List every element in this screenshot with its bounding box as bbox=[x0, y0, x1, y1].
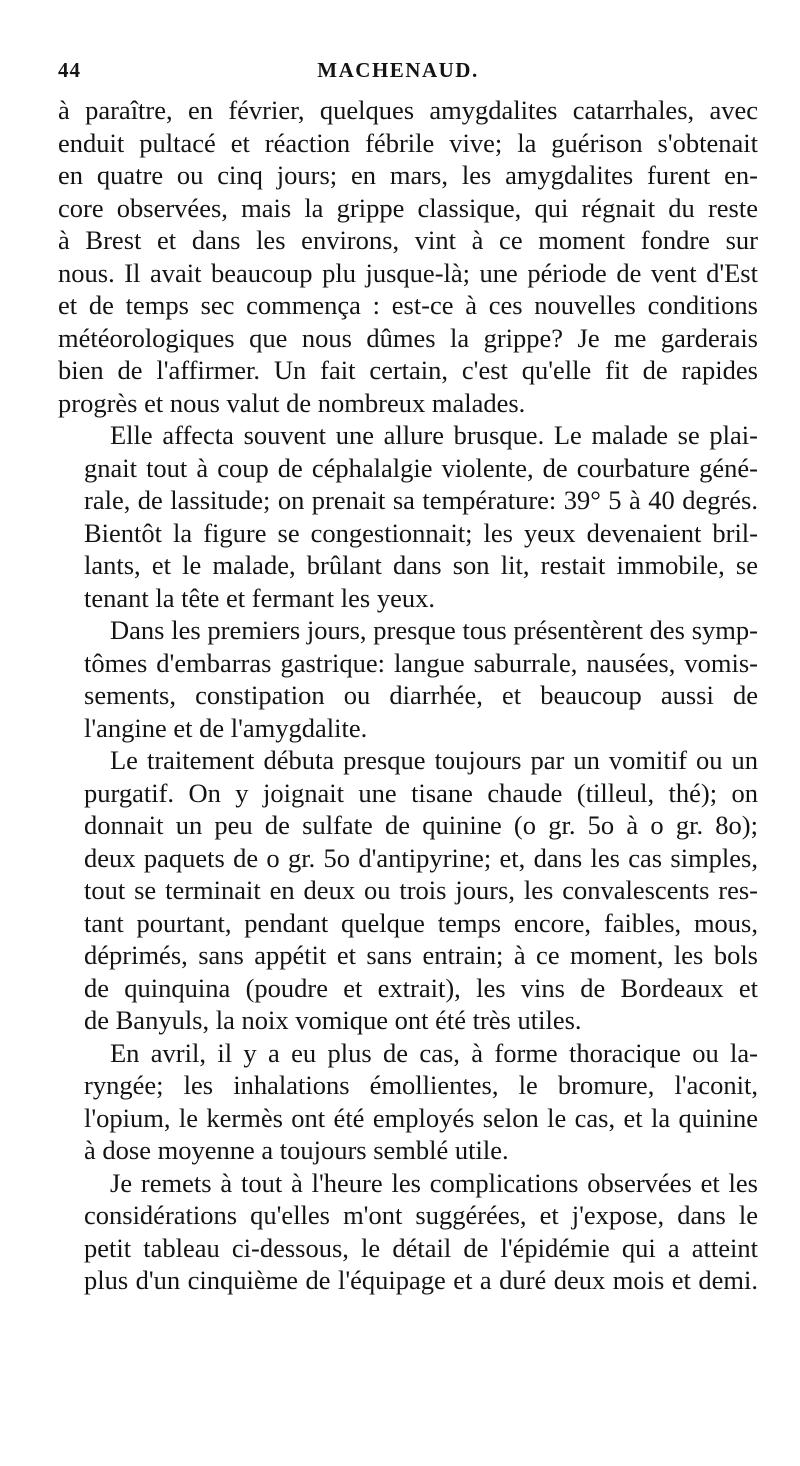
page-header bbox=[58, 58, 758, 88]
text-line: et de temps sec commença : est-ce à ces nouvelles conditions bbox=[58, 290, 758, 320]
text-line: à Brest et dans les environs, vint à ce moment fondre sur bbox=[58, 225, 758, 255]
text-line: deux paquets de o gr. 5o d'antipyrine; et, dans les cas simples, bbox=[84, 842, 758, 873]
text-line: à dose moyenne a toujours semblé utile. bbox=[84, 1135, 509, 1165]
text-line: gnait tout à coup de céphalalgie violente, de courbature géné- bbox=[84, 452, 758, 483]
text-line: Le traitement débuta presque toujours par un vomitif ou un bbox=[110, 745, 758, 775]
text-line: tout se terminait en deux ou trois jours, les convalescents res- bbox=[84, 875, 758, 905]
paragraph-5 bbox=[58, 1037, 758, 1167]
text-line: sements, constipation ou diarrhée, et beaucoup aussi de bbox=[84, 680, 758, 710]
text-line: Bientôt la figure se congestionnait; les yeux devenaient bril- bbox=[84, 517, 758, 548]
text-line: donnait un peu de sulfate de quinine (o gr. 5o à o gr. 8o); bbox=[84, 810, 758, 840]
text-line: purgatif. On y joignait une tisane chaude (tilleul, thé); on bbox=[84, 777, 758, 808]
paragraph-2 bbox=[58, 419, 758, 614]
text-line: petit tableau ci-dessous, le détail de l'épidémie qui a atteint bbox=[84, 1232, 758, 1263]
paragraph-1 bbox=[58, 94, 758, 419]
text-line: nous. Il avait beaucoup plu jusque-là; une période de vent d'Est bbox=[58, 257, 758, 288]
text-line: Je remets à tout à l'heure les complications observées et les bbox=[110, 1167, 758, 1198]
text-line: Elle affecta souvent une allure brusque. Le malade se plai- bbox=[110, 420, 758, 450]
text-line: de Banyuls, la noix vomique ont été très utiles. bbox=[84, 1005, 582, 1035]
text-line: tenant la tête et fermant les yeux. bbox=[84, 582, 435, 613]
text-line: météorologiques que nous dûmes la grippe? Je me garderais bbox=[58, 322, 758, 353]
text-line: considérations qu'elles m'ont suggérées, et j'expose, dans le bbox=[84, 1200, 758, 1230]
text-line: ryngée; les inhalations émollientes, le bromure, l'aconit, bbox=[84, 1070, 758, 1100]
text-line: déprimés, sans appétit et sans entrain; à ce moment, les bols bbox=[84, 940, 758, 970]
text-line: enduit pultacé et réaction fébrile vive; la guérison s'obtenait bbox=[58, 127, 758, 158]
text-line: En avril, il y a eu plus de cas, à forme thoracique ou la- bbox=[110, 1037, 758, 1068]
text-line: tant pourtant, pendant quelque temps encore, faibles, mous, bbox=[84, 907, 758, 938]
text-line: bien de l'affirmer. Un fait certain, c'est qu'elle fit de rapides bbox=[58, 355, 758, 385]
paragraph-6 bbox=[58, 1167, 758, 1297]
text-line: en quatre ou cinq jours; en mars, les amygdalites furent en- bbox=[58, 160, 758, 190]
text-line: à paraître, en février, quelques amygdalites catarrhales, avec bbox=[58, 95, 758, 125]
text-line: rale, de lassitude; on prenait sa température: 39° 5 à 40 degrés. bbox=[84, 485, 758, 515]
text-line: tômes d'embarras gastrique: langue saburrale, nausées, vomis- bbox=[84, 647, 758, 678]
body-text bbox=[58, 94, 758, 1297]
text-line: Dans les premiers jours, presque tous présentèrent des symp- bbox=[110, 615, 758, 645]
text-line: l'opium, le kermès ont été employés selon le cas, et la quinine bbox=[84, 1102, 758, 1133]
text-line: l'angine et de l'amygdalite. bbox=[84, 712, 368, 743]
paragraph-3 bbox=[58, 614, 758, 744]
text-line: de quinquina (poudre et extrait), les vins de Bordeaux et bbox=[84, 972, 758, 1003]
text-line: core observées, mais la grippe classique, qui régnait du reste bbox=[58, 192, 758, 223]
page-number: 44 bbox=[58, 58, 81, 82]
text-line: progrès et nous valut de nombreux malades. bbox=[58, 387, 526, 418]
text-line: plus d'un cinquième de l'équipage et a duré deux mois et demi. bbox=[84, 1265, 758, 1295]
running-head: MACHENAUD. bbox=[317, 58, 479, 82]
text-line: lants, et le malade, brûlant dans son lit, restait immobile, se bbox=[84, 550, 758, 580]
paragraph-4 bbox=[58, 744, 758, 1037]
